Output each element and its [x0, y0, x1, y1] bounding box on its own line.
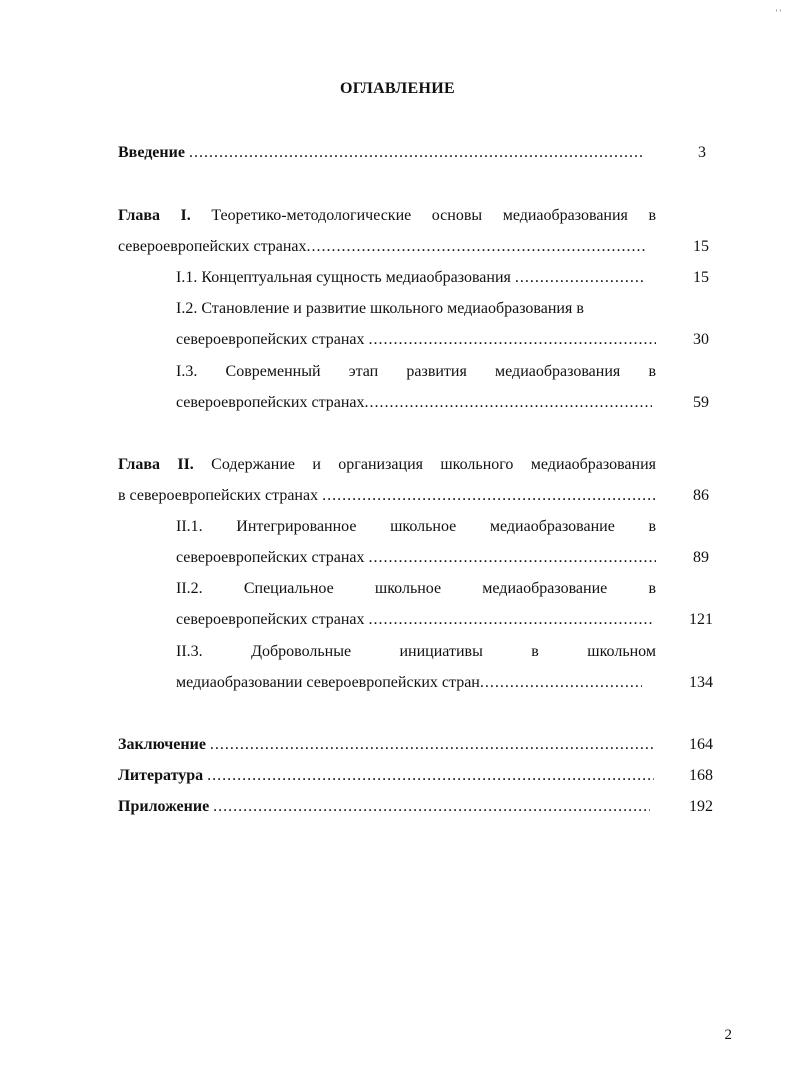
toc-section-1-1-title: I.1. Концептуальная сущность медиаобразования	[176, 269, 511, 286]
leader-dots	[322, 485, 656, 507]
toc-conclusion-label: Заключение	[118, 736, 206, 753]
toc-section-1-3-line2[interactable]	[176, 392, 652, 414]
toc-literature-page: 168	[689, 767, 713, 784]
toc-section-1-2-title-2: североевропейских странах	[176, 331, 365, 348]
toc-chapter1-page: 15	[693, 238, 709, 255]
leader-dots	[369, 329, 656, 351]
toc-chapter2-page: 86	[693, 487, 709, 504]
toc-entry-intro[interactable]	[118, 142, 642, 164]
toc-conclusion-page: 164	[689, 736, 713, 753]
toc-chapter1-line2[interactable]	[118, 236, 646, 258]
toc-section-2-2-line1[interactable]: II.2. Специальное школьное медиаобразование в	[176, 580, 656, 597]
toc-appendix-page: 192	[689, 798, 713, 815]
leader-dots	[307, 236, 646, 258]
toc-section-2-3-line2[interactable]	[176, 672, 642, 694]
leader-dots	[365, 392, 652, 414]
leader-dots	[189, 142, 642, 164]
toc-chapter1-line1[interactable]	[118, 205, 656, 227]
leader-dots	[369, 609, 652, 631]
leader-dots	[213, 796, 650, 818]
toc-section-2-2-line2[interactable]	[176, 609, 652, 631]
toc-section-1-3-page: 59	[693, 394, 709, 411]
page-number: 2	[724, 1027, 732, 1043]
toc-section-2-3-page: 134	[689, 674, 713, 691]
toc-chapter1-title-2: североевропейских странах	[118, 238, 307, 255]
toc-chapter2-line1[interactable]	[118, 454, 656, 476]
leader-dots	[207, 765, 654, 787]
toc-section-1-3-title-2: североевропейских странах	[176, 394, 365, 411]
toc-section-1-2-page: 30	[693, 331, 709, 348]
page-title: ОГЛАВЛЕНИЕ	[340, 80, 455, 97]
toc-section-2-2-title-2: североевропейских странах	[176, 611, 365, 628]
toc-section-1-2-line2[interactable]	[176, 329, 656, 351]
toc-appendix-label: Приложение	[118, 798, 210, 815]
corner-scan-mark: ' '	[775, 8, 781, 18]
toc-section-2-3-title-2: медиаобразовании североевропейских стран	[176, 674, 480, 691]
toc-section-2-3-line1[interactable]: II.3. Добровольные инициативы в школьном	[176, 643, 656, 660]
leader-dots	[515, 267, 646, 289]
toc-entry-appendix[interactable]	[118, 796, 650, 818]
leader-dots	[210, 734, 654, 756]
toc-chapter2-title-1: Содержание и организация школьного медиаобразования	[211, 456, 656, 473]
toc-section-2-1-line2[interactable]	[176, 547, 656, 569]
toc-section-1-2-line1[interactable]: I.2. Становление и развитие школьного медиаобразования в	[176, 300, 584, 317]
toc-section-2-1-line1[interactable]: II.1. Интегрированное школьное медиаобразование в	[176, 518, 656, 535]
toc-chapter2-title-2: в североевропейских странах	[118, 487, 319, 504]
toc-intro-label: Введение	[118, 144, 185, 161]
toc-section-1-3-line1[interactable]: I.3. Современный этап развития медиаобразования в	[176, 363, 656, 380]
toc-entry-conclusion[interactable]	[118, 734, 654, 756]
leader-dots	[480, 672, 642, 694]
toc-intro-page: 3	[698, 144, 706, 161]
toc-chapter2-label: Глава II.	[118, 456, 194, 473]
leader-dots	[369, 547, 656, 569]
toc-chapter1-title-1: Теоретико-методологические основы медиаобразования в	[211, 207, 657, 224]
toc-entry-literature[interactable]	[118, 765, 654, 787]
toc-literature-label: Литература	[118, 767, 204, 784]
toc-section-1-1[interactable]	[176, 267, 646, 289]
toc-section-2-1-page: 89	[693, 549, 709, 566]
toc-section-1-1-page: 15	[693, 269, 709, 286]
toc-section-2-2-page: 121	[689, 611, 713, 628]
toc-chapter1-label: Глава I.	[118, 207, 191, 224]
toc-chapter2-line2[interactable]	[118, 485, 656, 507]
toc-section-2-1-title-2: североевропейских странах	[176, 549, 365, 566]
